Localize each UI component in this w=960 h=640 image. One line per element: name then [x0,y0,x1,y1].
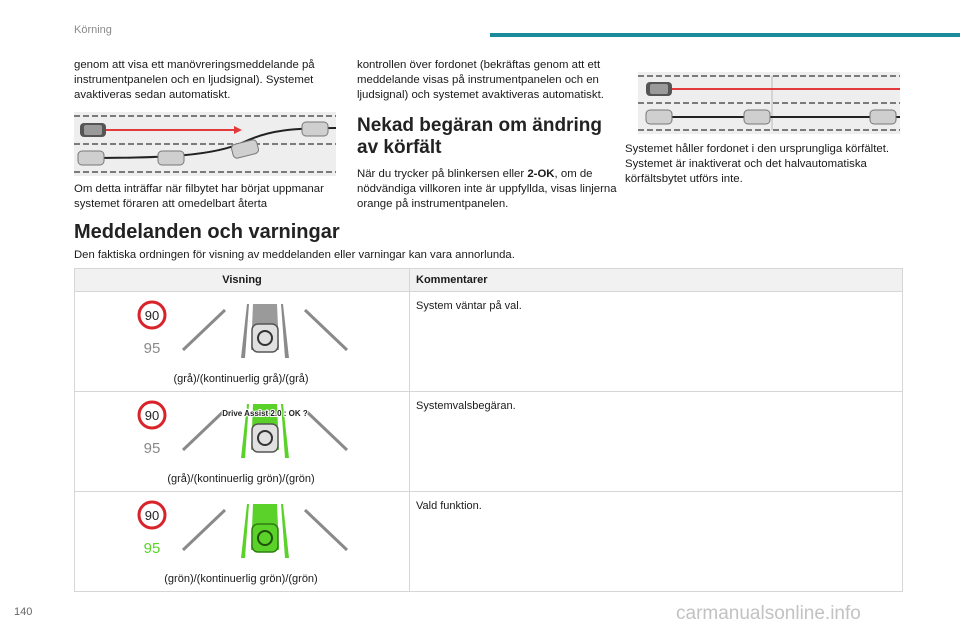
cluster-icon-active [135,498,365,572]
speed-limit-value: 90 [144,408,160,423]
cluster-icon-gray [135,298,365,372]
col1-paragraph-2: Om detta inträffar när filbytet har börjat uppmanar systemet föraren att omedelbart återta [74,183,324,210]
speed-set-value: 95 [143,440,161,457]
assist-banner-text: Drive Assist 2.0 : OK ? [222,409,308,418]
comment-cell: Vald funktion. [410,492,903,592]
display-caption: (grå)/(kontinuerlig grå)/(grå) [173,373,309,385]
lane-change-illustration-1 [74,112,336,176]
lane-view-icon [183,304,347,358]
col2-paragraph-2: När du trycker på blinkersen eller 2-OK, om de nödvändiga villkoren inte är uppfyllda, visas linjerna orange på instrumentpanelen. [357,168,617,210]
page-number: 140 [14,606,33,618]
comment-cell: Systemvalsbegäran. [410,392,903,492]
col1-paragraph-1: genom att visa ett manövreringsmeddelande på instrumentpanelen och en ljudsignal). Systemet avaktiveras sedan automatiskt. [74,59,315,101]
column-header-display: Visning [75,269,410,292]
display-caption: (grå)/(kontinuerlig grön)/(grön) [167,473,315,485]
lane-keep-illustration [638,72,900,134]
display-cell [75,492,410,592]
display-cell [75,292,410,392]
column-1-continued [74,182,336,212]
table-row [75,392,903,492]
column-1 [74,58,336,103]
col2-paragraph-1: kontrollen över fordonet (bekräftas genom att ett meddelande visas på instrumentpanelen och en ljudsignal) och systemet avaktiveras automatiskt. [357,59,604,101]
col2-heading: Nekad begäran om ändring av körfält [357,115,602,158]
messages-table [74,268,903,592]
header-section-title: Körning [74,24,112,36]
speed-limit-value: 90 [144,508,160,523]
col3-paragraph-1: Systemet håller fordonet i den ursprungliga körfältet. Systemet är inaktiverat och det halvautomatiska körfältsbytet utförs inte. [625,143,890,185]
cluster-icon-request [135,398,365,472]
column-3 [625,142,900,187]
speed-set-value: 95 [143,540,161,557]
display-cell [75,392,410,492]
watermark: carmanualsonline.info [676,603,861,624]
section-title: Meddelanden och varningar [74,221,340,243]
comment-cell: System väntar på val. [410,292,903,392]
column-header-comments: Kommentarer [410,269,903,292]
table-row [75,492,903,592]
speed-set-value: 95 [143,340,161,357]
speed-limit-value: 90 [144,308,160,323]
table-row [75,292,903,392]
display-caption: (grön)/(kontinuerlig grön)/(grön) [164,573,318,585]
section-intro: Den faktiska ordningen för visning av meddelanden eller varningar kan vara annorlunda. [74,249,515,261]
column-2 [357,58,619,212]
lane-view-icon [183,504,347,558]
table-header-row [75,269,903,292]
header-accent-bar [490,33,960,37]
